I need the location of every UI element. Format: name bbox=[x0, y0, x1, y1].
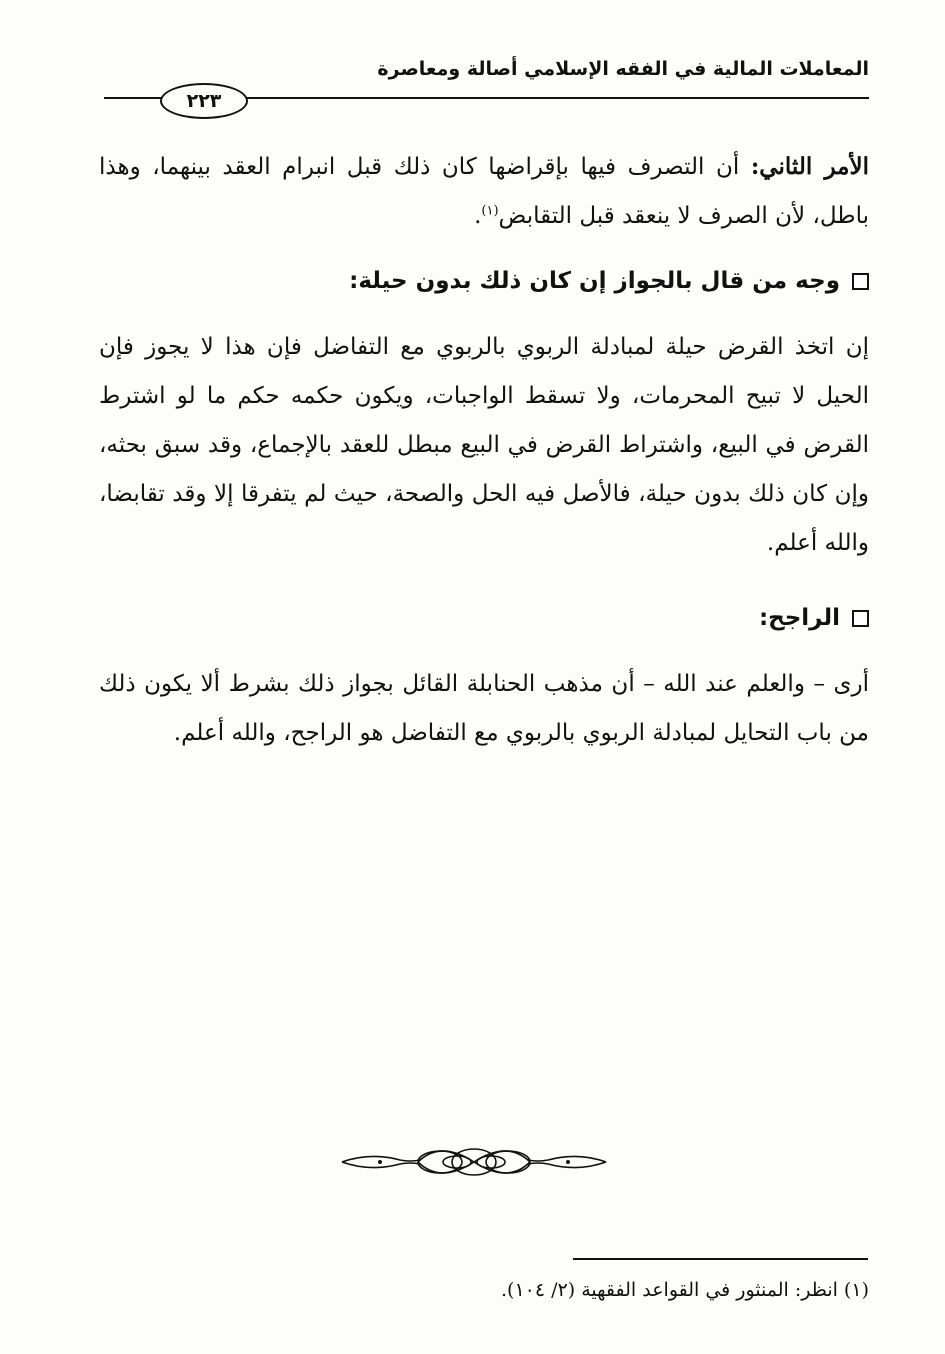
heading-preferred bbox=[759, 605, 869, 631]
section-1-lead: الأمر الثاني: bbox=[750, 153, 869, 180]
heading-permissibility bbox=[349, 268, 869, 294]
section-1-end: . bbox=[474, 203, 482, 229]
paragraph-3: أرى – والعلم عند الله – أن مذهب الحنابلة القائل بجواز ذلك بشرط ألا يكون ذلك من باب التحايل لمبادلة الربوي بالربوي مع التفاضل هو الراجح، والله أعلم. bbox=[99, 671, 869, 746]
page-number: ٢٢٣ bbox=[160, 83, 248, 119]
running-head-title: المعاملات المالية في الفقه الإسلامي أصالة ومعاصرة bbox=[377, 58, 869, 80]
section-1-paragraph bbox=[99, 142, 869, 241]
heading-preferred-text: الراجح: bbox=[758, 605, 840, 631]
footnote-1: (١) انظر: المنثور في القواعد الفقهية (٢/ ١٠٤). bbox=[501, 1279, 869, 1301]
paragraph-2: إن اتخذ القرض حيلة لمبادلة الربوي بالربوي مع التفاضل فإن هذا لا يجوز فإن الحيل لا تبيح المحرمات، ولا تسقط الواجبات، ويكون حكمه حكم ما لو اشترط القرض في البيع، واشتراط القرض في البيع مبطل للعقد بالإجماع، وقد سبق بحثه، وإن كان ذلك بدون حيلة، فالأصل فيه الحل والصحة، حيث لم يتفرقا إلا وقد تقابضا، والله أعلم. bbox=[99, 334, 869, 556]
checkbox-bullet-icon bbox=[852, 610, 869, 627]
checkbox-bullet-icon bbox=[852, 273, 869, 290]
section-1-text: أن التصرف فيها بإقراضها كان ذلك قبل انبرام العقد بينهما، وهذا باطل، لأن الصرف لا ينعقد قبل التقابض bbox=[99, 154, 869, 229]
heading-permissibility-text: وجه من قال بالجواز إن كان ذلك بدون حيلة: bbox=[349, 268, 840, 294]
ornament-divider-icon bbox=[340, 1142, 608, 1182]
footnote-rule bbox=[573, 1258, 868, 1260]
footnote-reference[interactable]: (١) bbox=[481, 203, 499, 219]
